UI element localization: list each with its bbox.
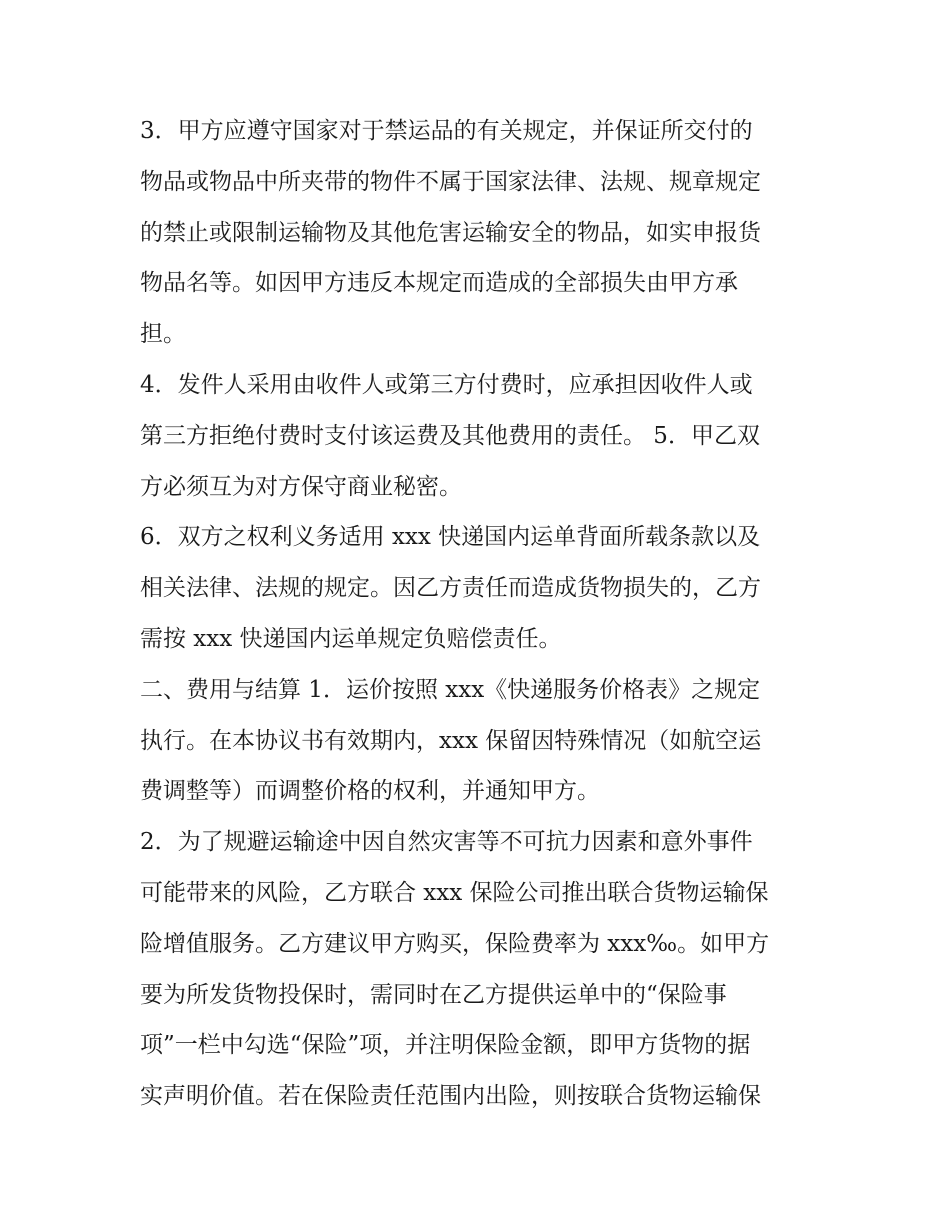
document-body: [140, 106, 820, 1122]
text-line: 物品或物品中所夹带的物件不属于国家法律、法规、规章规定: [140, 168, 761, 195]
text-line: 方必须互为对方保守商业秘密。: [140, 473, 462, 500]
text-line: 费调整等）而调整价格的权利，并通知甲方。: [140, 778, 600, 805]
text-line: 项”一栏中勾选“保险”项，并注明保险金额，即甲方货物的据: [140, 1032, 751, 1059]
text-line: 相关法律、法规的规定。因乙方责任而造成货物损失的，乙方: [140, 575, 761, 602]
text-line: 物品名等。如因甲方违反本规定而造成的全部损失由甲方承: [140, 270, 738, 297]
text-line: 的禁止或限制运输物及其他危害运输安全的物品，如实申报货: [140, 219, 761, 246]
text-line: 第三方拒绝付费时支付该运费及其他费用的责任。 5．甲乙双: [140, 422, 760, 449]
text-line: 可能带来的风险，乙方联合 xxx 保险公司推出联合货物运输保: [140, 879, 769, 906]
text-line: 执行。在本协议书有效期内，xxx 保留因特殊情况（如航空运: [140, 727, 762, 754]
text-line: 实声明价值。若在保险责任范围内出险，则按联合货物运输保: [140, 1083, 761, 1110]
text-line: 二、费用与结算 1．运价按照 xxx《快递服务价格表》之规定: [140, 676, 761, 703]
text-line: 担。: [140, 321, 186, 348]
text-line: 3．甲方应遵守国家对于禁运品的有关规定，并保证所交付的: [140, 118, 753, 144]
text-line: 2．为了规避运输途中因自然灾害等不可抗力因素和意外事件: [140, 829, 753, 856]
text-line: 要为所发货物投保时，需同时在乙方提供运单中的“保险事: [140, 981, 727, 1008]
text-line: 6．双方之权利义务适用 xxx 快递国内运单背面所载条款以及: [140, 524, 761, 551]
text-line: 需按 xxx 快递国内运单规定负赔偿责任。: [140, 625, 562, 652]
text-line: 4．发件人采用由收件人或第三方付费时，应承担因收件人或: [140, 371, 753, 398]
text-line: 险增值服务。乙方建议甲方购买，保险费率为 xxx‰。如甲方: [140, 930, 770, 957]
